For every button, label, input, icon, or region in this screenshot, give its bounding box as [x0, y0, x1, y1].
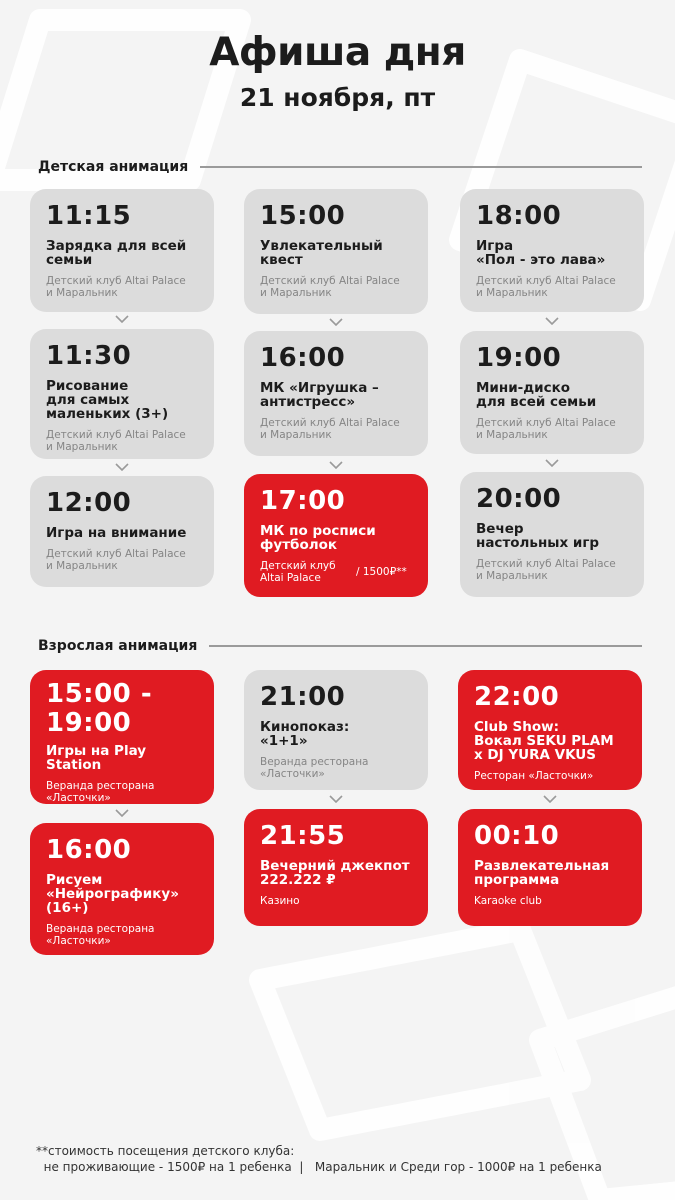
- chevron-down-icon: [543, 795, 557, 803]
- event-name: Кинопоказ: «1+1»: [260, 719, 350, 749]
- event-name: Club Show: Вокал SEKU PLAM x DJ YURA VKUS: [474, 719, 614, 763]
- event-card-kids-1115[interactable]: [30, 189, 214, 312]
- footnote-line-2: не проживающие - 1500₽ на 1 ребенка | Маральник и Среди гор - 1000₽ на 1 ребенка: [43, 1160, 602, 1174]
- event-card-kids-1900[interactable]: [460, 331, 644, 454]
- event-name: Рисование для самых маленьких (3+): [46, 378, 169, 422]
- kids-section-header: [38, 159, 642, 175]
- adults-section-divider: [209, 645, 642, 647]
- event-time: 17:00: [260, 486, 346, 516]
- event-card-adults-2155[interactable]: [244, 809, 428, 926]
- adults-section-title: Взрослая анимация: [38, 638, 198, 654]
- event-card-kids-1130[interactable]: [30, 329, 214, 459]
- event-place: Детский клуб Altai Palace и Маральник: [476, 558, 616, 582]
- kids-section-divider: [200, 166, 642, 168]
- chevron-down-icon: [329, 795, 343, 803]
- event-card-kids-1200[interactable]: [30, 476, 214, 587]
- event-name: Игра «Пол - это лава»: [476, 238, 606, 268]
- event-name: Вечер настольных игр: [476, 521, 600, 551]
- event-name: МК «Игрушка – антистресс»: [260, 380, 379, 410]
- event-card-kids-1800[interactable]: [460, 189, 644, 312]
- event-place: Детский клуб Altai Palace и Маральник: [46, 429, 186, 453]
- page-header: [0, 28, 675, 114]
- event-card-adults-1600[interactable]: [30, 823, 214, 955]
- event-place: Детский клуб Altai Palace и Маральник: [476, 275, 616, 299]
- event-place: Казино: [260, 895, 300, 907]
- event-card-kids-1500[interactable]: [244, 189, 428, 314]
- footnote-line-1: **стоимость посещения детского клуба:: [36, 1144, 295, 1158]
- event-time: 21:00: [260, 682, 346, 712]
- event-place: Веранда ресторана «Ласточки»: [260, 756, 369, 780]
- event-time: 21:55: [260, 821, 346, 851]
- event-time: 11:15: [46, 201, 132, 231]
- event-card-adults-2100[interactable]: [244, 670, 428, 790]
- chevron-down-icon: [115, 315, 129, 323]
- event-time: 00:10: [474, 821, 560, 851]
- chevron-down-icon: [329, 318, 343, 326]
- adults-section-header: [38, 638, 642, 654]
- event-name: Рисуем «Нейрографику» (16+): [46, 872, 179, 916]
- event-card-kids-1700[interactable]: [244, 474, 428, 597]
- event-place: Детский клуб Altai Palace и Маральник: [46, 548, 186, 572]
- event-name: МК по росписи футболок: [260, 523, 376, 553]
- event-place: Детский клуб Altai Palace и Маральник: [476, 417, 616, 441]
- event-time: 15:00 - 19:00: [46, 679, 153, 738]
- event-time: 15:00: [260, 201, 346, 231]
- kids-section-title: Детская анимация: [38, 159, 189, 175]
- event-name: Развлекательная программа: [474, 858, 610, 888]
- event-name: Игры на Play Station: [46, 743, 147, 773]
- event-name: Увлекательный квест: [260, 238, 383, 268]
- chevron-down-icon: [545, 317, 559, 325]
- event-place: Детский клуб Altai Palace: [260, 560, 336, 584]
- event-place: Детский клуб Altai Palace и Маральник: [260, 275, 400, 299]
- event-place: Веранда ресторана «Ласточки»: [46, 923, 155, 947]
- event-place: Веранда ресторана «Ласточки»: [46, 780, 155, 804]
- event-place: Karaoke club: [474, 895, 542, 907]
- event-card-adults-2200[interactable]: [458, 670, 642, 790]
- event-place: Ресторан «Ласточки»: [474, 770, 594, 782]
- event-card-kids-2000[interactable]: [460, 472, 644, 597]
- event-card-adults-1500[interactable]: [30, 670, 214, 804]
- chevron-down-icon: [545, 459, 559, 467]
- chevron-down-icon: [115, 809, 129, 817]
- event-time: 20:00: [476, 484, 562, 514]
- event-name: Зарядка для всей семьи: [46, 238, 187, 268]
- event-time: 16:00: [260, 343, 346, 373]
- event-time: 11:30: [46, 341, 132, 371]
- event-name: Игра на внимание: [46, 525, 187, 541]
- event-time: 18:00: [476, 201, 562, 231]
- event-name: Вечерний джекпот 222.222 ₽: [260, 858, 410, 888]
- event-place: Детский клуб Altai Palace и Маральник: [46, 275, 186, 299]
- event-name: Мини-диско для всей семьи: [476, 380, 597, 410]
- page-date: 21 ноября, пт: [239, 83, 436, 112]
- event-place: Детский клуб Altai Palace и Маральник: [260, 417, 400, 441]
- chevron-down-icon: [115, 463, 129, 471]
- footnote: [36, 1143, 602, 1175]
- page-title: Афиша дня: [209, 30, 466, 75]
- event-time: 22:00: [474, 682, 560, 712]
- event-time: 16:00: [46, 835, 132, 865]
- event-price: / 1500₽**: [356, 566, 407, 578]
- event-time: 19:00: [476, 343, 562, 373]
- event-card-kids-1600[interactable]: [244, 331, 428, 456]
- chevron-down-icon: [329, 461, 343, 469]
- event-card-adults-0010[interactable]: [458, 809, 642, 926]
- event-time: 12:00: [46, 488, 132, 518]
